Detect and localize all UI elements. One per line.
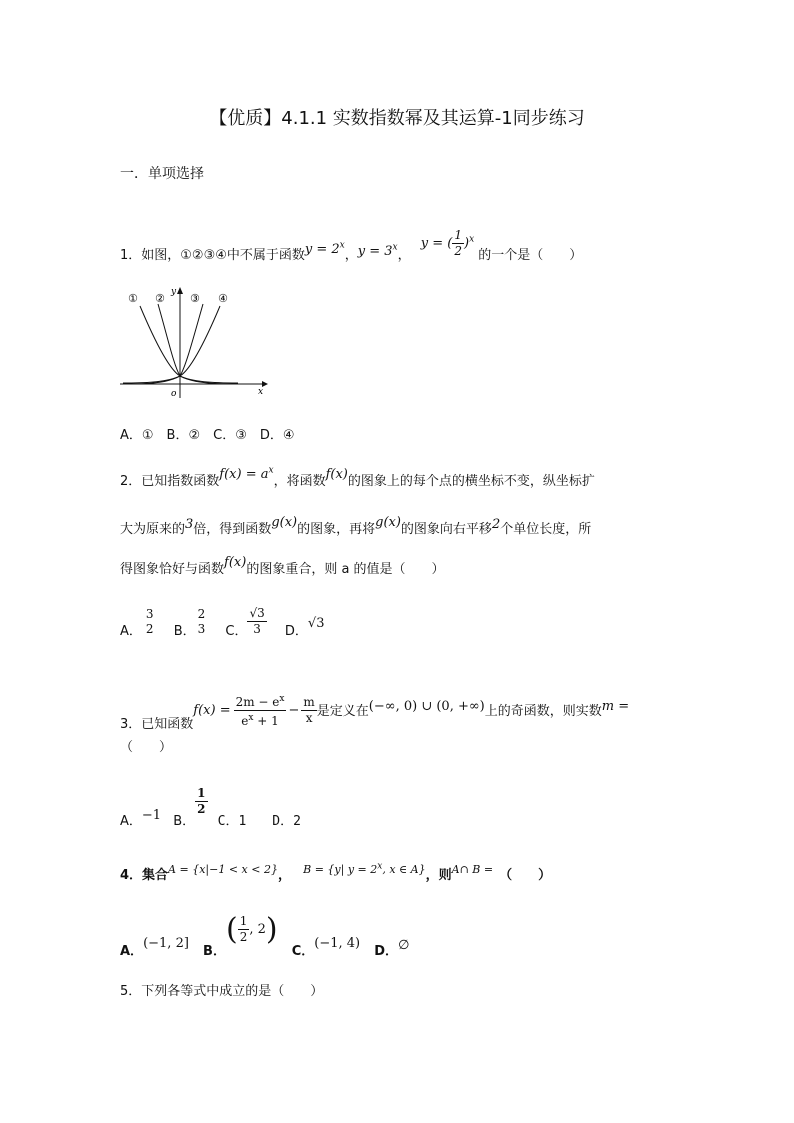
q2-text-2a: 大为原来的 (120, 522, 186, 537)
q2-fx (219, 467, 273, 482)
exponential-graph (118, 284, 268, 402)
q4-prefix: 4．集合 (120, 868, 169, 883)
q3-fx: f(x) = (193, 703, 231, 718)
q1-options: A．① B．② C．③ D．④ (120, 428, 295, 443)
curve-2 (158, 304, 233, 384)
curve-1 (140, 306, 238, 383)
curve-label-3: ③ (190, 292, 200, 305)
q2-option-a-label: A． (120, 624, 142, 639)
question-5-stem: 5．下列各等式中成立的是（ ） (120, 984, 324, 999)
q3-mid: 是定义在 (316, 704, 369, 719)
q2-option-c-value (247, 606, 266, 637)
q3-tail: 上的奇函数，则实数 (484, 704, 602, 719)
q1-sep-2: ， (397, 248, 411, 263)
q2-f-2: f(x) (224, 555, 247, 570)
q3-option-b-label: B． (173, 814, 196, 829)
q3-num-2: m (303, 695, 315, 709)
question-2-line-3 (120, 555, 445, 577)
q3-frac-1 (234, 692, 287, 729)
q1-exp-2: x (392, 242, 398, 253)
curve-label-4: ④ (218, 292, 228, 305)
q2-three: 3 (185, 517, 194, 532)
q3-option-a-value: −1 (141, 808, 162, 823)
question-2-line-1 (120, 465, 595, 489)
x-axis-label: x (258, 387, 264, 397)
q2-g-2: g(x) (375, 515, 401, 530)
q3-prefix: 3．已知函数 (120, 717, 194, 732)
q2-text-2b: 倍，得到函数 (193, 522, 272, 537)
question-1-stem (120, 228, 583, 271)
q4-option-c-value: (−1, 4) (314, 936, 361, 951)
q3-den-1-tail: + 1 (253, 714, 279, 728)
q1-prefix: 1．如图，①②③④中不属于函数 (120, 248, 305, 263)
q2-text-2c: 的图象，再将 (297, 522, 376, 537)
q1-func-3 (420, 228, 475, 258)
q1-suffix: 的一个是（ ） (478, 248, 583, 263)
q4-option-b-value (238, 914, 250, 945)
q2-c-den: 3 (253, 622, 261, 636)
q2-f-1: f(x) (325, 467, 348, 482)
q3-option-b-value (195, 786, 207, 817)
curve-label-2: ② (155, 292, 165, 305)
q3-den-2: x (305, 711, 313, 725)
q2-c-num: √3 (249, 606, 265, 620)
q2-option-a-value (144, 607, 156, 637)
q4-b-den: 2 (239, 930, 248, 944)
q3-frac-2 (301, 695, 316, 726)
q2-b-den: 3 (197, 621, 206, 636)
q2-text-2e: 个单位长度，所 (500, 522, 592, 537)
q4-option-a-label: A． (120, 944, 144, 959)
q2-fx-base: f(x) = a (219, 467, 269, 482)
q3-num-1-text: 2m − e (235, 695, 280, 709)
q2-option-c-label: C． (225, 624, 248, 639)
q1-func-3-lhs: y = ( (420, 236, 453, 251)
q4-set-b-head: B = {y| y = 2 (303, 863, 378, 876)
q4-b-tail: , 2 (249, 922, 266, 937)
q4-option-d-value: ∅ (398, 938, 410, 953)
q4-option-a-value: (−1, 2] (143, 936, 189, 951)
q4-option-b-label: B． (203, 944, 226, 959)
origin-label: o (171, 389, 177, 399)
q4-sep: ， (277, 868, 291, 883)
y-axis-label: y (171, 287, 177, 297)
q4-expr: A∩ B = (451, 863, 494, 876)
q4-paren: （ ） (499, 868, 552, 883)
y-axis-arrow (177, 287, 183, 294)
q3-den-1-e: e (241, 714, 249, 728)
q3-options-rest: C．1 D．2 (217, 814, 301, 829)
q4-option-d-label: D． (374, 944, 399, 959)
q2-text-1b: ，将函数 (273, 474, 326, 489)
section-heading: 一．单项选择 (120, 166, 204, 182)
q2-text-3b: 的图象重合，则 a 的值是（ ） (246, 562, 445, 577)
q3-num-1: $2m - e^x$ (235, 694, 285, 709)
question-2-line-2 (120, 515, 592, 537)
q2-text-1c: 的图象上的每个点的横坐标不变，纵坐标扩 (347, 474, 595, 489)
q4-options: A．(−1, 2] B．( $\frac{1}{2}$ , 2) C．(−1, 4) D．∅ (120, 912, 410, 959)
q2-text-2d: 的图象向右平移 (400, 522, 492, 537)
q1-func-3-den: 2 (454, 244, 462, 258)
q1-exp-1: x (339, 240, 345, 251)
q2-two: 2 (491, 517, 501, 532)
q2-option-b-value (196, 607, 208, 637)
q2-text-1a: 2．已知指数函数 (120, 474, 220, 489)
q3-b-den: 2 (197, 802, 206, 816)
q2-option-d-value: √3 (307, 616, 325, 631)
q2-option-b-label: B． (173, 624, 196, 639)
q1-func-3-rhs: ) (464, 236, 470, 251)
q3-option-a-label: A． (120, 814, 142, 829)
q3-domain: (−∞, 0) ∪ (0, +∞) (368, 699, 485, 714)
q1-func-1: y = 2 (304, 242, 340, 257)
curve-3 (128, 304, 203, 384)
q2-options (120, 606, 324, 637)
q2-b-num: 2 (197, 606, 206, 621)
q2-fx-exp: x (268, 465, 274, 476)
curve-4 (123, 306, 220, 383)
q1-exp-3: x (469, 234, 475, 245)
document-title: 【优质】4.1.1 实数指数幂及其运算-1同步练习 (209, 108, 585, 129)
q3-den-1: $e^x + 1$ (241, 713, 279, 728)
q2-g-1: g(x) (271, 515, 298, 530)
q3-b-num: 1 (197, 786, 206, 800)
curve-label-1: ① (128, 292, 138, 305)
q4-set-b-tail: , x ∈ A} (382, 863, 426, 876)
q4-set-b: B = {y| $y = 2^x$, x ∈ A} (303, 861, 426, 876)
q3-paren: （ ） (120, 740, 173, 755)
q4-then: ，则 (425, 868, 452, 883)
q4-set-a: A = {x|−1 < x < 2} (168, 863, 278, 876)
question-3-line-1 (120, 692, 630, 732)
q2-a-den: 2 (145, 621, 154, 636)
question-4-stem (120, 858, 552, 883)
q1-func-2: y = 3 (357, 244, 393, 259)
q2-option-d-label: D． (284, 624, 308, 639)
q2-a-num: 3 (145, 606, 154, 621)
q2-text-3a: 得图象恰好与函数 (120, 562, 225, 577)
q3-minus: − (288, 703, 300, 718)
q3-m-eq: m = (601, 699, 630, 714)
q1-func-3-num: 1 (454, 228, 462, 242)
q1-sep-1: ， (344, 248, 358, 263)
q3-options (120, 786, 301, 829)
q4-b-num: 1 (239, 914, 248, 928)
q4-option-c-label: C． (291, 944, 315, 959)
